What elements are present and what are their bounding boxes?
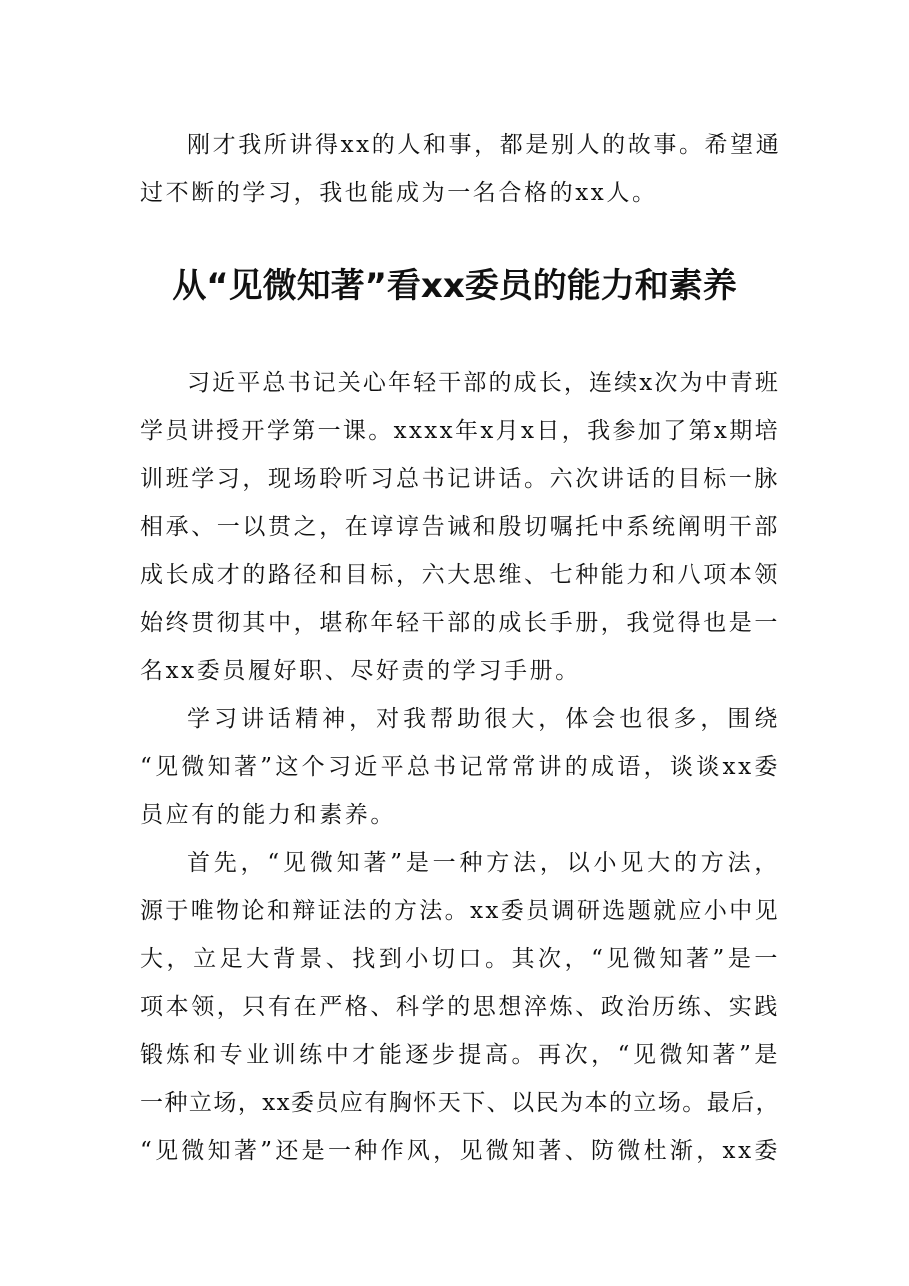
paragraph-2-line-3: 员应有的能力和素养。 bbox=[140, 802, 396, 828]
paragraph-3-line-6: 一种立场，xx委员应有胸怀天下、以民为本的立场。最后， bbox=[140, 1090, 780, 1116]
paragraph-2-line-2: “见微知著”这个习近平总书记常常讲的成语，谈谈xx委 bbox=[140, 754, 780, 780]
paragraph-3-line-4: 项本领，只有在严格、科学的思想淬炼、政治历练、实践 bbox=[140, 994, 780, 1020]
paragraph-1-line-6: 始终贯彻其中，堪称年轻干部的成长手册，我觉得也是一 bbox=[140, 610, 780, 636]
paragraph-3-line-2: 源于唯物论和辩证法的方法。xx委员调研选题就应小中见 bbox=[140, 898, 780, 924]
paragraph-1-line-1: 习近平总书记关心年轻干部的成长，连续x次为中青班 bbox=[187, 370, 780, 396]
paragraph-3-line-5: 锻炼和专业训练中才能逐步提高。再次，“见微知著”是 bbox=[140, 1042, 780, 1068]
paragraph-1-line-4: 相承、一以贯之，在谆谆告诫和殷切嘱托中系统阐明干部 bbox=[140, 514, 780, 540]
paragraph-2-line-1: 学习讲话精神，对我帮助很大，体会也很多，围绕 bbox=[187, 706, 780, 732]
intro-line-1: 刚才我所讲得xx的人和事，都是别人的故事。希望通 bbox=[187, 132, 782, 158]
paragraph-3-line-3: 大，立足大背景、找到小切口。其次，“见微知著”是一 bbox=[140, 946, 780, 972]
intro-line-2: 过不断的学习，我也能成为一名合格的xx人。 bbox=[140, 180, 658, 206]
article-title: 从“见微知著”看xx委员的能力和素养 bbox=[172, 266, 737, 306]
paragraph-1-line-7: 名xx委员履好职、尽好责的学习手册。 bbox=[140, 658, 581, 684]
paragraph-1-line-5: 成长成才的路径和目标，六大思维、七种能力和八项本领 bbox=[140, 562, 780, 588]
paragraph-3-line-1: 首先，“见微知著”是一种方法，以小见大的方法， bbox=[187, 850, 780, 876]
paragraph-3-line-7: “见微知著”还是一种作风，见微知著、防微杜渐，xx委 bbox=[140, 1138, 780, 1164]
paragraph-1-line-2: 学员讲授开学第一课。xxxx年x月x日，我参加了第x期培 bbox=[140, 418, 780, 444]
paragraph-1-line-3: 训班学习，现场聆听习总书记讲话。六次讲话的目标一脉 bbox=[140, 466, 780, 492]
